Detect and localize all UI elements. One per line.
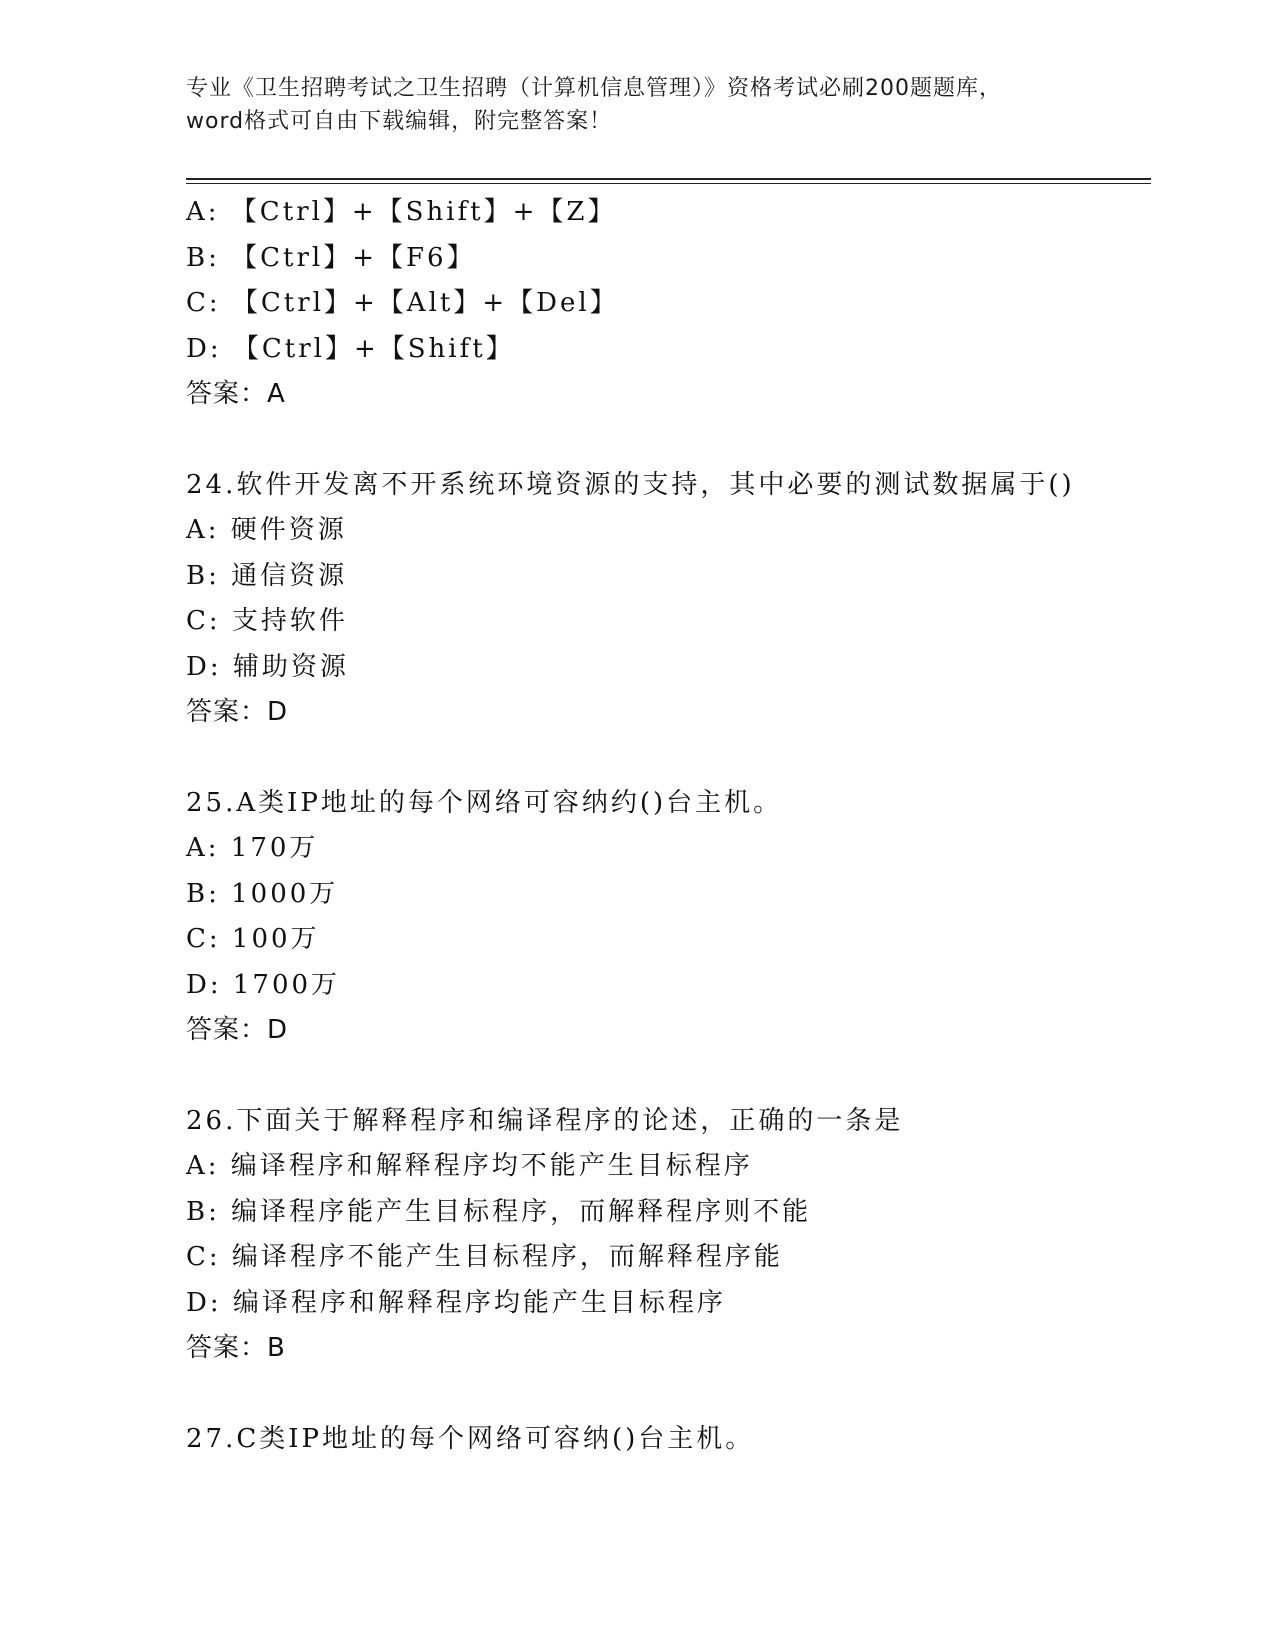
option-c: C: 编译程序不能产生目标程序，而解释程序能 [186, 1242, 783, 1272]
header-divider-thick [186, 178, 1151, 180]
question-26 [186, 1099, 1146, 1372]
option-d: D: 【Ctrl】+【Shift】 [186, 333, 515, 364]
option-a: A: 【Ctrl】+【Shift】+【Z】 [186, 197, 617, 227]
option-b: B: 1000万 [186, 878, 339, 909]
spacer [186, 1372, 1146, 1417]
question-25 [186, 781, 1146, 1054]
answer: 答案：D [186, 1015, 289, 1045]
document-header [186, 72, 1086, 138]
option-b: B: 通信资源 [186, 560, 348, 591]
question-23 [186, 190, 1146, 418]
question-list [186, 190, 1146, 1462]
question-text: 27.C类IP地址的每个网络可容纳()台主机。 [186, 1423, 755, 1454]
spacer [186, 736, 1146, 781]
option-d: D: 辅助资源 [186, 651, 349, 682]
option-b: B: 【Ctrl】+【F6】 [186, 242, 476, 273]
answer: 答案：B [186, 1333, 286, 1363]
option-a: A: 硬件资源 [186, 515, 347, 545]
option-b: B: 编译程序能产生目标程序，而解释程序则不能 [186, 1196, 812, 1227]
option-a: A: 编译程序和解释程序均不能产生目标程序 [186, 1151, 753, 1181]
question-24 [186, 463, 1146, 736]
option-c: C: 支持软件 [186, 606, 348, 636]
option-d: D: 编译程序和解释程序均能产生目标程序 [186, 1287, 726, 1318]
spacer [186, 418, 1146, 463]
question-text: 24.软件开发离不开系统环境资源的支持，其中必要的测试数据属于() [186, 469, 1075, 500]
question-text: 25.A类IP地址的每个网络可容纳约()台主机。 [186, 787, 783, 818]
question-27 [186, 1417, 1146, 1463]
answer: 答案：D [186, 697, 289, 727]
header-divider-thin [186, 183, 1151, 184]
option-c: C: 100万 [186, 924, 320, 954]
answer: 答案：A [186, 379, 286, 409]
question-text: 26.下面关于解释程序和编译程序的论述，正确的一条是 [186, 1105, 904, 1136]
spacer [186, 1054, 1146, 1099]
header-line-2: word格式可自由下载编辑，附完整答案！ [186, 109, 613, 134]
header-line-1: 专业《卫生招聘考试之卫生招聘（计算机信息管理）》资格考试必刷200题题库， [186, 76, 1002, 101]
option-a: A: 170万 [186, 833, 319, 863]
option-c: C: 【Ctrl】+【Alt】+【Del】 [186, 288, 619, 318]
option-d: D: 1700万 [186, 969, 341, 1000]
